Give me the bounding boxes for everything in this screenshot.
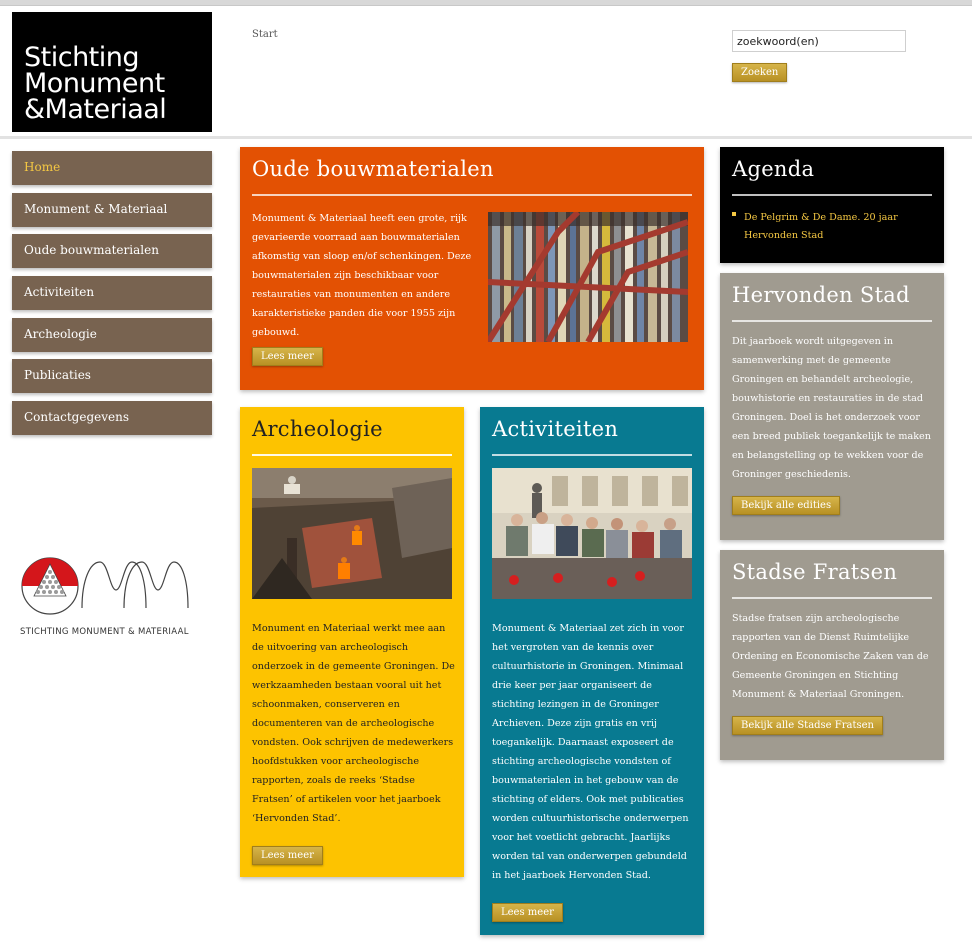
nav-item-contactgegevens[interactable]: Contactgegevens [12,401,212,435]
agenda-item-link[interactable] [732,209,932,245]
bekijk-alle-stadse-fratsen-button[interactable]: Bekijk alle Stadse Fratsen [732,716,883,735]
search-input[interactable] [732,30,906,52]
panel-title: Agenda [732,157,815,181]
panel-oude-bouwmaterialen [240,147,704,390]
title-divider [252,194,692,196]
panel-title: Stadse Fratsen [732,560,898,584]
building-materials-photo [488,212,688,342]
bullet-icon [732,212,736,216]
site-logo[interactable] [12,12,212,132]
bekijk-alle-edities-button[interactable]: Bekijk alle edities [732,496,840,515]
lees-meer-button[interactable]: Lees meer [492,903,563,922]
nav-item-home[interactable]: Home [12,151,212,185]
panel-title: Oude bouwmaterialen [252,157,494,181]
panel-title: Hervonden Stad [732,283,910,307]
lees-meer-button[interactable]: Lees meer [252,347,323,366]
panel-agenda [720,147,944,263]
panel-stadse-fratsen [720,550,944,760]
brand-tagline: STICHTING MONUMENT & MATERIAAL [20,627,189,637]
panel-text: Stadse fratsen zijn archeologische rapporten van de Dienst Ruimtelijke Ordening en Economische Zaken van de Gemeente Groningen en Stichting Monument & Materiaal Groningen. [732,613,929,700]
panel-activiteiten [480,407,704,935]
panel-title: Archeologie [252,417,383,441]
header-separator [0,136,972,139]
title-divider [492,454,692,456]
title-divider [732,320,932,322]
nav-item-activiteiten[interactable]: Activiteiten [12,276,212,310]
breadcrumb-start[interactable]: Start [252,29,278,40]
title-divider [732,597,932,599]
panel-text: Monument & Materiaal zet zich in voor het vergroten van de kennis over cultuurhistorie in Groningen. Minimaal drie keer per jaar organiseert de stichting lezingen in de Groninger Archieven. Deze zijn gratis en vrij toegankelijk. Daarnaast exposeert de stichting archeologische vondsten of bouwmaterialen in het gebouw van de stichting of elders. Ook met publicaties worden cultuurhistorische onderwerpen voor het voetlicht gebracht. Jaarlijks worden tal van onderwerpen gebundeld in het jaarboek Hervonden Stad. [492,623,689,881]
lecture-audience-photo [492,468,692,599]
panel-hervonden-stad [720,273,944,540]
title-divider [732,194,932,196]
nav-item-publicaties[interactable]: Publicaties [12,359,212,393]
excavation-photo [252,468,452,599]
title-divider [252,454,452,456]
panel-archeologie [240,407,464,877]
nav-item-archeologie[interactable]: Archeologie [12,318,212,352]
logo-line-1: Stichting [24,42,140,73]
nav-item-oude-bouwmaterialen[interactable]: Oude bouwmaterialen [12,234,212,268]
logo-line-2: Monument [24,68,165,99]
search-button[interactable]: Zoeken [732,63,787,82]
panel-text: Monument en Materiaal werkt mee aan de uitvoering van archeologisch onderzoek in de gemeente Groningen. De werkzaamheden bestaan vooral uit het schoonmaken, conserveren en documenteren van de archeologische vondsten. Ook schrijven de medewerkers hoofdstukken voor archeologische rapporten, zoals de reeks ‘Stadse Fratsen’ of artikelen voor het jaarboek ‘Hervonden Stad’. [252,623,455,824]
nav-item-monument-materiaal[interactable]: Monument & Materiaal [12,193,212,227]
panel-title: Activiteiten [492,417,619,441]
panel-text: Dit jaarboek wordt uitgegeven in samenwerking met de gemeente Groningen en behandelt archeologie, bouwhistorie en restauraties in de stad Groningen. Doel is het onderzoek voor een breed publiek toegankelijk te maken en belangstelling op te wekken voor de Groninger geschiedenis. [732,336,931,480]
logo-line-3: &Materiaal [24,94,167,125]
panel-text: Monument & Materiaal heeft een grote, rijk gevarieerde voorraad aan bouwmaterialen afkomstig van sloop en/of schenkingen. Deze bouwmaterialen zijn beschikbaar voor restauraties van monumenten en andere karakteristieke panden die voor 1955 zijn gebouwd. [252,213,472,338]
lees-meer-button[interactable]: Lees meer [252,846,323,865]
agenda-item-text: De Pelgrim & De Dame. 20 jaar Hervonden Stad [744,212,898,241]
